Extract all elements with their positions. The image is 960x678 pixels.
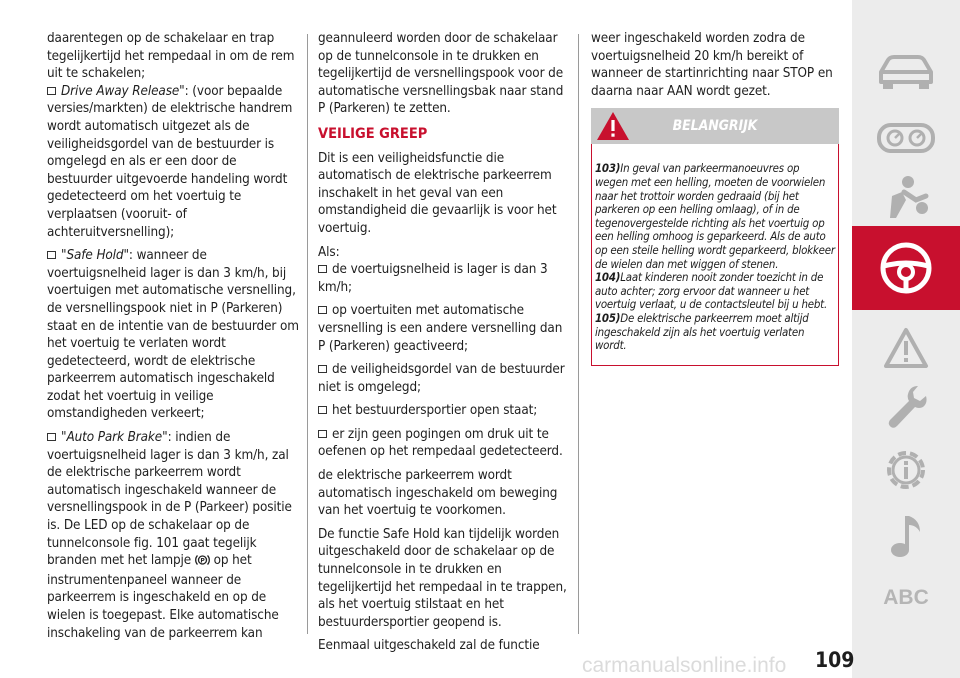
bullet-square-icon [47,251,56,259]
bullet-square-icon [318,265,327,273]
bullet-square-icon [318,430,327,438]
list-item: het bestuurdersportier open staat; [318,402,568,420]
index-abc-label[interactable]: ABC [883,586,929,609]
warning-item: 103)In geval van parkeermanoeuvres op wegen met een helling, moeten de voorwielen naar het trottoir worden gedraaid (bij het parkeren op een helling omlaag), of in de tegenovergestelde richting als het voertuig op een helling omhoog is geparkeerd. Als de auto op een steile helling wordt geparkeerd, blokkeer de wielen dan met wiggen of stenen. [595,161,835,271]
bullet-text: : (voor bepaalde versies/markten) de elektrische handrem wordt automatisch uitgezet als de veiligheidsgordel van de bestuurder is omgelegd en als er een door de bestuurder uitgevoerde handeling wordt gedetecteerd om het voertuig te verplaatsen (vooruit- of achteruitversnelling); [47,83,293,240]
bullet-square-icon [318,306,327,314]
bullet-item-drive-away-release [47,83,299,241]
paragraph: Eenmaal uitgeschakeld zal de functie [318,638,540,654]
bullet-square-icon [318,406,327,414]
bullet-text: : wanneer de voertuigsnelheid lager is dan 3 km/h, bij voertuigen met automatische versnelling, de versnellingspook niet in P (Parkeren) staat en de intentie van de bestuurder om het voertuig te verlaten wordt gedetecteerd, wordt de elektrische parkeerrem automatisch ingeschakeld zodat het voertuig in veilige omstandigheden verkeert; [47,248,299,422]
warning-item: 104)Laat kinderen nooit zonder toezicht in de auto achter; zorg ervoor dat wanneer u het voertuig verlaat, u de contactsleutel bij u hebt. [595,270,828,312]
warning-header [591,108,839,144]
bullet-title: "Auto Park Brake" [61,430,168,446]
car-icon[interactable] [872,38,940,106]
bullet-square-icon [47,87,56,95]
paragraph: de elektrische parkeerrem wordt automatisch ingeschakeld om beweging van het voertuig te voorkomen. [318,468,558,519]
paragraph: Als: [318,244,340,260]
parking-brake-lamp-icon [195,554,210,572]
text-column-1 [47,30,299,648]
list-item: er zijn geen pogingen om druk uit te oefenen op het rempedaal gedetecteerd. [318,426,563,460]
warning-title: BELANGRIJK [672,118,758,135]
paragraph: daarentegen op de schakelaar en trap tegelijkertijd het rempedaal in om de rem uit te schakelen; [47,31,295,82]
list-item: de voertuigsnelheid is lager is dan 3 km/h; [318,262,548,295]
svg-text:P: P [200,557,205,565]
paragraph: Dit is een veiligheidsfunctie die automatisch de elektrische parkeerrem inschakelt in het geval van een omstandigheid die gevaarlijk is voor het voertuig. [318,150,557,236]
bullet-text: : indien de voertuigsnelheid lager is dan 3 km/h, zal de elektrische parkeerrem wordt automatisch ingeschakeld wanneer de versnellingspook in de P (Parkeer) positie is. De LED op de schakelaar op de tunnelconsole fig. 101 gaat tegelijk branden met het lampje [47,430,292,569]
bullet-title: "Safe Hold" [61,248,129,264]
paragraph: geannuleerd worden door de schakelaar op de tunnelconsole in te drukken en tegelijkertijd de versnellingspook voor de automatische versnellingsbak naar stand P (Parkeren) te zetten. [318,31,564,117]
section-heading: VEILIGE GREEP [318,125,428,142]
bullet-item-auto-park-brake [47,429,299,642]
paragraph: weer ingeschakeld worden zodra de voertuigsnelheid 20 km/h bereikt of wanneer de startinrichting naar STOP en daarna naar AAN wordt gezet. [591,31,833,99]
bullet-item-safe-hold [47,247,299,423]
page-number: 109 [815,648,855,672]
column-divider [307,34,308,634]
wrench-icon[interactable] [872,372,940,440]
text-column-2 [318,30,568,661]
bullet-text: op het instrumentenpaneel wanneer de parkeerrem is ingeschakeld en op de wielen is toegepast. Elke automatische inschakeling van de parkeerrem kan [47,553,279,641]
column-divider [578,34,579,634]
music-note-icon[interactable] [872,502,940,570]
service-gear-icon[interactable] [872,436,940,504]
steering-wheel-icon[interactable] [852,226,960,310]
paragraph: De functie Safe Hold kan tijdelijk worden uitgeschakeld door de schakelaar op de tunnelconsole in te drukken en tegelijkertijd het rempedaal in te trappen, als het voertuig stilstaat en het bestuurdersportier geopend is. [318,526,567,630]
text-column-3 [591,30,839,366]
dashboard-gauges-icon[interactable] [872,104,940,172]
warning-box [591,144,839,365]
bullet-title: Drive Away Release" [61,83,185,99]
chapter-sidebar [852,0,960,678]
bullet-square-icon [47,433,56,441]
list-item: op voertuiten met automatische versnelling is een andere versnelling dan P (Parkeren) geactiveerd; [318,303,563,354]
bullet-square-icon [318,365,327,373]
warning-item: 105)De elektrische parkeerrem moet altijd ingeschakeld zijn als het voertuig verlaten wordt. [595,310,809,353]
airbag-seat-icon[interactable] [872,164,940,232]
list-item: de veiligheidsgordel van de bestuurder niet is omgelegd; [318,362,565,395]
watermark: carmanualsonline.info [582,654,787,677]
